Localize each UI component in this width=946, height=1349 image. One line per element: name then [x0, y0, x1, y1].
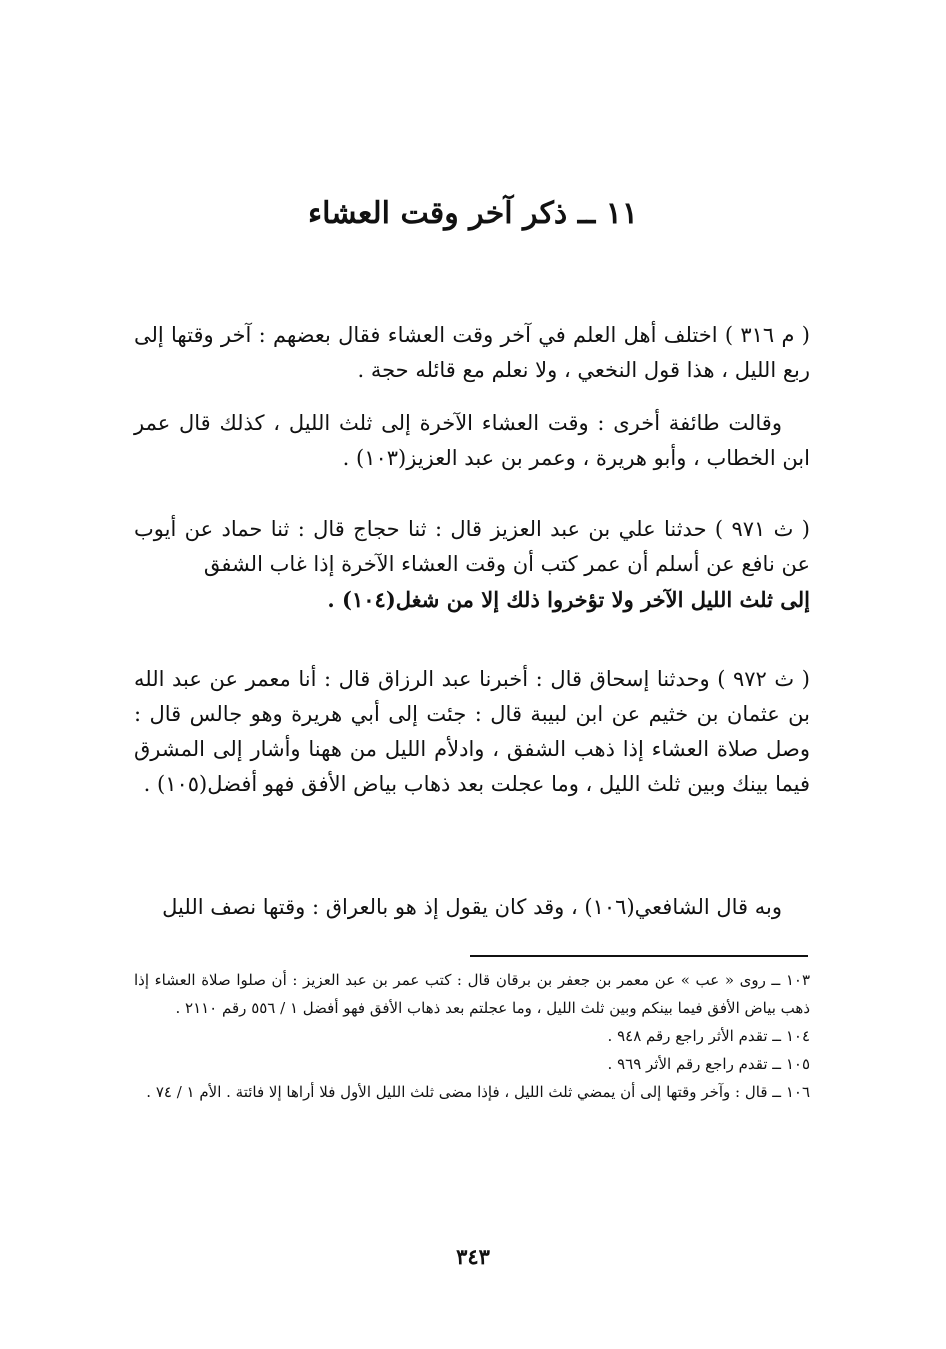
paragraph-other-group — [134, 406, 810, 476]
paragraph-text: ( م ٣١٦ ) اختلف أهل العلم في آخر وقت العشاء فقال بعضهم : آخر وقتها إلى ربع الليل ، هذا قول النخعي ، ولا نعلم مع قائله حجة . — [134, 323, 811, 382]
section-title: ١١ ــ ذكر آخر وقت العشاء — [308, 196, 638, 231]
footnote-105: ١٠٥ ــ تقدم راجع رقم الأثر ٩٦٩ . — [607, 1055, 810, 1073]
page-number: ٣٤٣ — [456, 1244, 490, 1269]
paragraph-text: وقالت طائفة أخرى : وقت العشاء الآخرة إلى ثلث الليل ، كذلك قال عمر ابن الخطاب ، وأبو هريرة ، وعمر بن عبد العزيز(١٠٣) . — [134, 411, 810, 470]
footnote-104: ١٠٤ ــ تقدم الأثر راجع رقم ٩٤٨ . — [607, 1027, 810, 1045]
footnote-106: ١٠٦ ــ قال : وآخر وقتها إلى أن يمضي ثلث الليل ، فإذا مضى ثلث الليل الأول فلا أراها إلا فائتة . الأم ١ / ٧٤ . — [146, 1083, 810, 1101]
paragraph-text: وبه قال الشافعي(١٠٦) ، وقد كان يقول إذ هو بالعراق : وقتها نصف الليل — [162, 895, 782, 919]
paragraph-athar-971 — [134, 512, 810, 617]
paragraph-text: ( ث ٩٧٢ ) وحدثنا إسحاق قال : أخبرنا عبد الرزاق قال : أنا معمر عن عبد الله بن عثمان بن خثيم عن ابن لبيبة قال : جئت إلى أبي هريرة وهو جالس قال : وصل صلاة العشاء إذا ذهب الشفق ، وادلأم الليل من ههنا وأشار إلى المشرق فيما بينك وبين ثلث الليل ، وما عجلت بعد ذهاب بياض الأفق فهو أفضل(١٠٥) . — [134, 667, 810, 796]
paragraph-text: ( ث ٩٧١ ) حدثنا علي بن عبد العزيز قال : ثنا حجاج قال : ثنا حماد عن أيوب عن نافع عن أسلم أن عمر كتب أن وقت العشاء الآخرة إذا غاب الشفق — [134, 517, 810, 576]
footnotes — [134, 966, 810, 1106]
paragraph-shafii — [134, 890, 810, 925]
footnote-divider — [470, 955, 808, 957]
paragraph-text-bold: إلى ثلث الليل الآخر ولا تؤخروا ذلك إلا من شغل(١٠٤) . — [327, 587, 810, 612]
paragraph-athar-972 — [134, 662, 810, 802]
footnote-103: ١٠٣ ــ روى « عب » عن معمر بن جعفر بن برقان قال : كتب عمر بن عبد العزيز : أن صلوا صلاة العشاء إذا ذهب بياض الأفق فيما بينكم وبين ثلث الليل ، وما عجلتم بعد ذهاب الأفق فهو أفضل ١ / ٥٥٦ رقم ٢١١٠ . — [134, 971, 810, 1017]
paragraph-masala-316 — [134, 318, 810, 388]
